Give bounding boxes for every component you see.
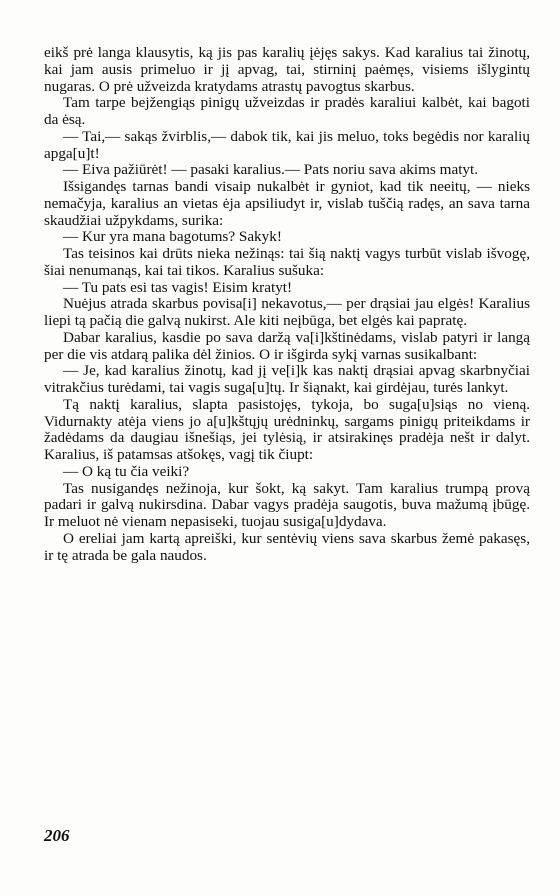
paragraph: Tam tarpe bejžengiąs pinigų užveizdas ir pradės karaliui kalbėt, kai bagoti da ėsą. [44, 94, 530, 128]
paragraph: Išsigandęs tarnas bandi visaip nukalbėt ir gyniot, kad tik neeitų, — nieks nemačyja, karalius an vietas ėja apsiliudyt ir, vislab tuščią radęs, an sava tarna skaudžiai užpykdams, surika: [44, 178, 530, 229]
paragraph: — Kur yra mana bagotums? Sakyk! [63, 228, 282, 246]
paragraph: O ereliai jam kartą apreiški, kur sentėvių viens sava skarbus žemė pakasęs, ir tę atrada be gala naudos. [44, 529, 530, 564]
paragraph: — Tu pats esi tas vagis! Eisim kratyt! [63, 278, 293, 296]
paragraph: eikš prė langa klausytis, ką jis pas karalių įėjęs sakys. Kad karalius tai žinotų, kai jam ausis primeluo ir jį apvag, tai, stirninį paėmęs, visiems išlygintų nugaras. O prė užveizda kratydams atrastų pavogtus skarbus. [44, 44, 530, 95]
paragraph: Nuėjus atrada skarbus povisa[i] nekavotus,— per drąsiai jau elgės! Karalius liepi tą pačią die galvą nukirst. Ale kiti neįbūga, bet elgės kai papratę. [44, 295, 530, 329]
body-text [44, 45, 530, 564]
page-number: 206 [44, 826, 70, 845]
paragraph: — Je, kad karalius žinotų, kad jį ve[i]k kas naktį drąsiai apvag skarbnyčiai vitrakčius turėdami, tai vagis suga[u]tų. Ir šiąnakt, kai girdėjau, turės lankyt. [44, 362, 530, 396]
paragraph: Tas teisinos kai drūts nieka nežinąs: tai šią naktį vagys turbūt vislab išvogę, šiai nenumanąs, kai tai tikos. Karalius sušuka: [44, 245, 530, 279]
paragraph: — Eiva pažiūrėt! — pasaki karalius.— Pats noriu sava akims matyt. [63, 161, 479, 179]
paragraph: — O ką tu čia veiki? [63, 462, 190, 480]
paragraph: — Tai,— sakąs žvirblis,— dabok tik, kai jis meluo, toks begėdis nor karalių apga[u]t! [44, 127, 530, 162]
paragraph: Tas nusigandęs nežinoja, kur šokt, ką sakyt. Tam karalius trumpą provą padari ir galvą nukirsdina. Dabar vagys pradėja saugotis, buva mažumą įbūgę. Ir meluot nė vienam nepasiseki, tuojau susiga[u]dydava. [44, 479, 530, 530]
paragraph: Tą naktį karalius, slapta pasistojęs, tykoja, bo suga[u]siąs no vieną. Vidurnakty atėja viens jo a[u]kštųjų urėdninkų, sargams pinigų priteikdams ir žadėdams da daugiau išnešiąs, jei tylėsią, ir atsirakinęs pradėja nešt ir dalyt. Karalius, iš patamsas atšokęs, vagį tik čiupt: [44, 395, 530, 463]
paragraph: Dabar karalius, kasdie po sava daržą va[i]kštinėdams, vislab patyri ir langą per die vis atdarą palika dėl žinios. O ir išgirda sykį varnas susikalbant: [44, 328, 530, 363]
